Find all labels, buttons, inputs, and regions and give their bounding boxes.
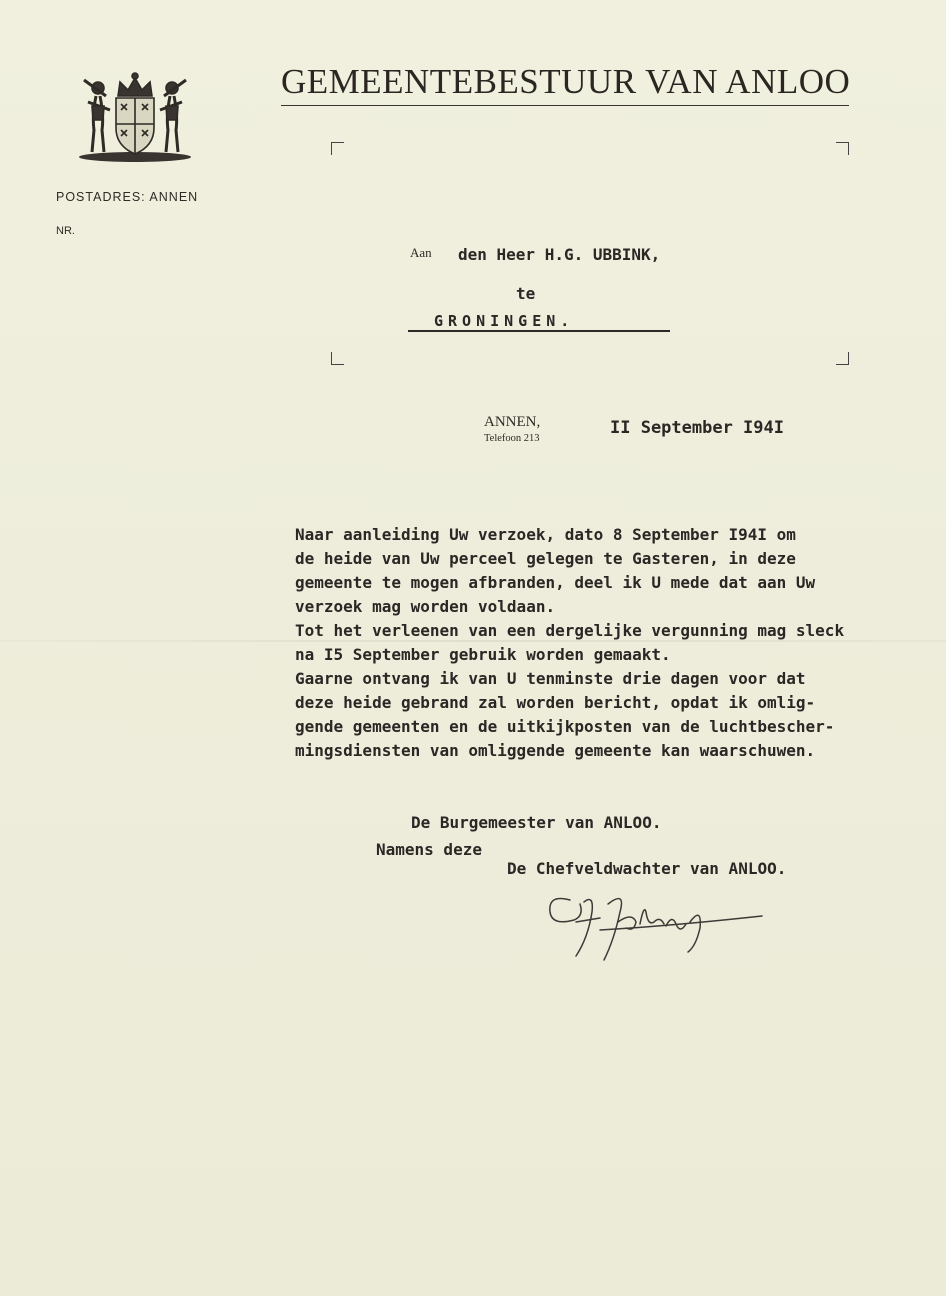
city-underline [408, 330, 670, 332]
dateline-phone: Telefoon 213 [484, 433, 540, 444]
body-line: na I5 September gebruik worden gemaakt. [295, 645, 671, 664]
body-line: verzoek mag worden voldaan. [295, 597, 556, 616]
body-line: mingsdiensten van omliggende gemeente kan waarschuwen. [295, 741, 816, 760]
address-te: te [516, 284, 536, 303]
body-line: Gaarne ontvang ik van U tenminste drie dagen voor dat [295, 669, 806, 688]
body-line: gemeente te mogen afbranden, deel ik U mede dat aan Uw [295, 573, 816, 592]
body-line: gende gemeenten en de uitkijkposten van de luchtbescher- [295, 717, 835, 736]
address-corner-mark [836, 352, 849, 365]
closing-chief-constable: De Chefveldwachter van ANLOO. [507, 859, 787, 878]
address-corner-mark [331, 142, 344, 155]
address-corner-mark [331, 352, 344, 365]
addressee: den Heer H.G. UBBINK, [458, 245, 661, 264]
address-city: GRONINGEN. [434, 312, 575, 330]
body-line: Naar aanleiding Uw verzoek, dato 8 September I94I om [295, 525, 796, 544]
letterhead-title: GEMEENTEBESTUUR VAN ANLOO [281, 62, 851, 101]
letterhead-rule [281, 105, 849, 106]
letter-body [295, 523, 844, 763]
body-line: de heide van Uw perceel gelegen te Gasteren, in deze [295, 549, 796, 568]
address-corner-mark [836, 142, 849, 155]
closing-mayor: De Burgemeester van ANLOO. [411, 813, 662, 832]
closing-on-behalf: Namens deze [376, 840, 482, 859]
coat-of-arms-icon [66, 66, 204, 166]
postal-address: POSTADRES: ANNEN [56, 190, 199, 204]
body-line: deze heide gebrand zal worden bericht, opdat ik omlig- [295, 693, 816, 712]
body-line: Tot het verleenen van een dergelijke vergunning mag sleck [295, 621, 845, 640]
address-prefix: Aan [410, 245, 432, 260]
handwritten-signature-icon [540, 882, 780, 966]
reference-number-label: NR. [56, 225, 75, 237]
dateline-place: ANNEN, [484, 414, 541, 430]
letter-date: II September I94I [610, 418, 784, 438]
